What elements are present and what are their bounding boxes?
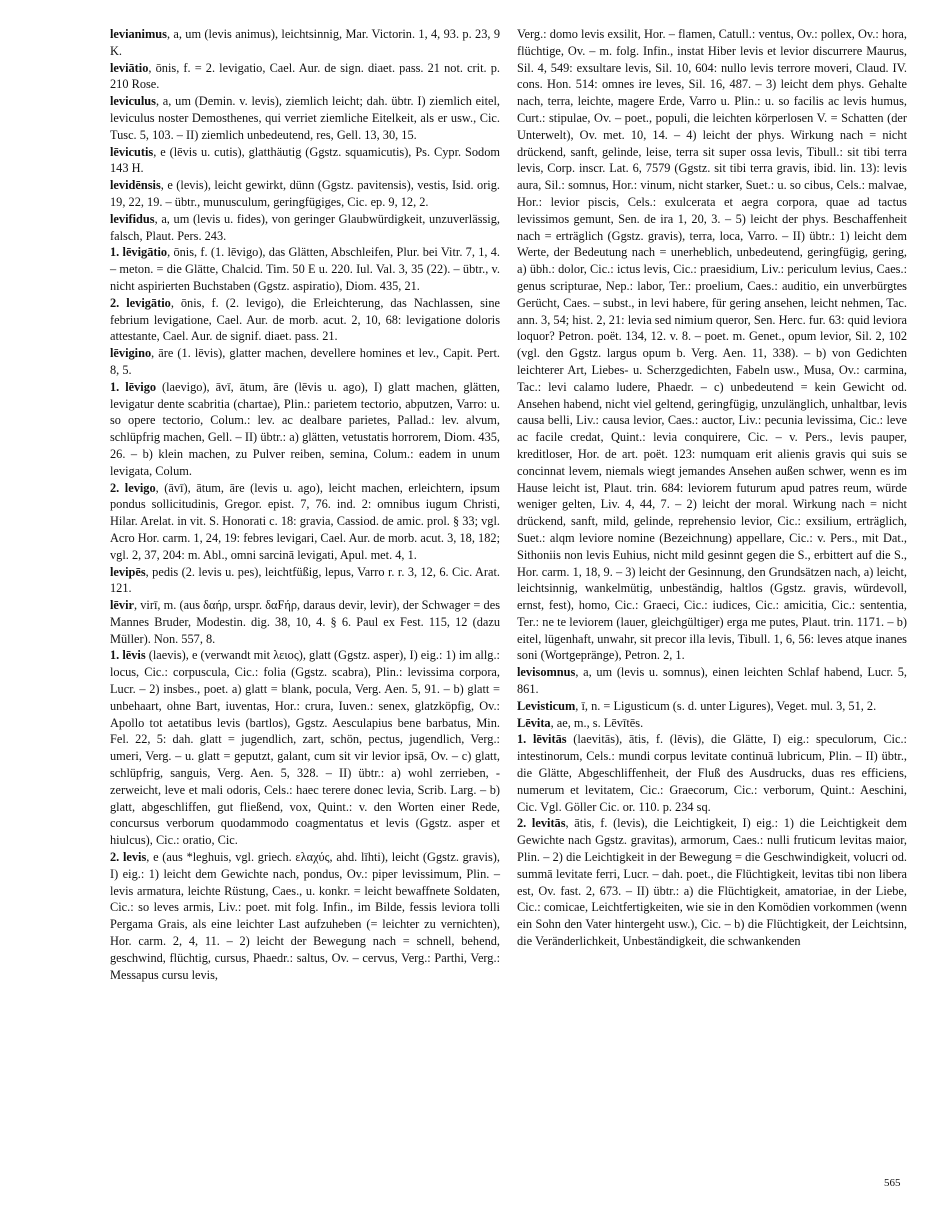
dictionary-entry	[517, 731, 907, 815]
dictionary-entry	[517, 26, 907, 664]
left-column	[110, 26, 500, 983]
dictionary-entry	[110, 144, 500, 178]
dictionary-entry	[110, 60, 500, 94]
entry-text: , e (levis), leicht gewirkt, dünn (Ggstz. pavitensis), vestis, Isid. orig. 19, 22, 19. – übtr., munusculum, geringfügiges, Cic. ep. 9, 12, 2.	[110, 178, 500, 209]
entry-headword: 2. levis	[110, 850, 147, 865]
entry-text: , a, um (levis u. fides), von geringer Glaubwürdigkeit, unzuverlässig, falsch, Plaut. Pers. 243.	[110, 211, 500, 243]
entry-headword: 1. lēvitās	[517, 732, 567, 747]
entry-headword: lēvigino	[110, 346, 152, 361]
dictionary-entry	[110, 211, 500, 245]
entry-headword: leviātio	[110, 60, 149, 75]
entry-headword: 1. lēvigātio	[110, 245, 168, 260]
dictionary-entry	[110, 177, 500, 211]
entry-text: (laevigo), āvī, ātum, āre (lēvis u. ago), I) glatt machen, glätten, levigatur dente scabritia (chartae), Plin.: parietem tectorio, abputzen, Varro: u. so opere tectorio, Colum.: lev. ac dealbare parietes, Pallad.: lev. alvum, schlüpfrig machen, Gell. – II) übtr.: a) glätten, vetustatis horrorem, Diom. 435, 26. – b) klein machen, zu Pulver reiben, semina, Colum.: eadem in unum levigata, Colum.	[110, 379, 501, 478]
entry-headword: lēvicutis	[110, 144, 154, 159]
entry-headword: 1. lēvigo	[110, 379, 157, 394]
entry-text: , ōnis, f. (2. levigo), die Erleichterung, das Nachlassen, sine febrium levigatione, Cael. Aur. de morb. acut. 2, 10, 68: levigatione doloris attestante, Cael. Aur. de signif. diaet. pass. 21.	[110, 295, 500, 344]
entry-text: , a, um (levis animus), leichtsinnig, Mar. Victorin. 1, 4, 93. p. 23, 9 K.	[110, 27, 500, 58]
entry-headword: levianimus	[110, 27, 167, 41]
entry-text: , a, um (levis u. somnus), einen leichten Schlaf habend, Lucr. 5, 861.	[517, 665, 907, 697]
entry-text: , ī, n. = Ligusticum (s. d. unter Ligures), Veget. mul. 3, 51, 2.	[575, 698, 877, 713]
entry-headword: Lēvita	[517, 715, 551, 730]
dictionary-entry	[517, 664, 907, 698]
entry-text: , e (aus *leghuis, vgl. griech. ελαχύς, ahd. līhti), leicht (Ggstz. gravis), I) eig.: 1) leicht dem Gewichte nach, pondus, Ov.: piper levissimum, Plin. – levis armatura, leichte Rüstung, Caes., u. konkr. = leicht bewaffnete Soldaten, Cic.: so leves armis, Liv.: poet. mit folg. Infin., im Bilde, fessis leviora tolli Pergama Grais, als eine leichter Last aufzuheben (= leichter zu vernichten), Hor. carm. 2, 4, 11. – 2) leicht der Bewegung nach = schnell, behend, geschwind, flüchtig, cursus, Phaedr.: saltus, Ov. – cervus, Verg.: Parthi, Verg.: Messapus cursu levis,	[110, 850, 500, 982]
entry-text: , ōnis, f. (1. lēvigo), das Glätten, Abschleifen, Plur. bei Vitr. 7, 1, 4. – meton. = die Glätte, Chalcid. Tim. 50 E u. 220. Iul. Val. 3, 35 (22). – übtr., v. nicht aspirierten Buchstaben (Ggstz. aspiratio), Diom. 435, 21.	[110, 245, 500, 293]
right-column	[517, 26, 907, 950]
dictionary-entry	[110, 26, 500, 60]
entry-headword: 2. levigātio	[110, 295, 171, 310]
entry-headword: 2. levigo	[110, 480, 156, 495]
dictionary-entry	[110, 597, 500, 647]
entry-headword: levidēnsis	[110, 178, 161, 193]
entry-headword: levisomnus	[517, 665, 576, 680]
dictionary-entry	[517, 815, 907, 949]
entry-text: , e (lēvis u. cutis), glatthäutig (Ggstz. squamicutis), Ps. Cypr. Sodom 143 H.	[110, 144, 500, 176]
entry-text: , āre (1. lēvis), glatter machen, devellere homines et lev., Capit. Pert. 8, 5.	[110, 346, 500, 377]
entry-text: , virī, m. (aus δαήρ, urspr. δαFήρ, daraus devir, levir), der Schwager = des Mannes Bruder, Modestin. dig. 38, 10, 4. § 6. Paul ex Fest. 115, 12 (dazu Müller). Non. 557, 8.	[110, 598, 500, 646]
dictionary-entry	[110, 244, 500, 294]
entry-headword: 1. lēvis	[110, 648, 146, 663]
dictionary-entry	[110, 849, 500, 983]
dictionary-entry	[517, 715, 907, 732]
entry-text: , pedis (2. levis u. pes), leichtfüßig, lepus, Varro r. r. 3, 12, 6. Cic. Arat. 121.	[110, 564, 500, 596]
entry-text: , (āvī), ātum, āre (levis u. ago), leicht machen, erleichtern, ipsum pondus sollicitudinis, Gregor. epist. 7, 76. ind. 2: omnibus iugum Christi, Hilar. Arelat. in vit. S. Honorati c. 18: gravia, Cassiod. de amic. prol. § 33; vgl. Acro Hor. carm. 1, 24, 19: febres levigari, Cael. Aur. de morb. acut. 3, 18, 182; vgl. 2, 37, 204: m. Abl., omni sarcinā levigati, Apul. met. 4, 1.	[110, 480, 500, 562]
dictionary-entry	[110, 647, 500, 849]
entry-text: , a, um (Demin. v. levis), ziemlich leicht; dah. übtr. I) ziemlich eitel, leviculus noster Demosthenes, qui verriet ziemliche Eitelkeit, als er usw., Cic. Tusc. 5, 103. – II) ziemlich unbedeutend, res, Gell. 13, 30, 15.	[110, 94, 500, 142]
entry-headword: leviculus	[110, 94, 156, 109]
dictionary-entry	[110, 564, 500, 598]
dictionary-entry	[110, 345, 500, 379]
entry-headword: levipēs	[110, 564, 146, 579]
dictionary-entry	[110, 295, 500, 345]
entry-text: (laevis), e (verwandt mit λειος), glatt (Ggstz. asper), I) eig.: 1) im allg.: locus, Cic.: corpuscula, Cic.: folia (Ggstz. scabra), Plin.: levissima corpora, Lucr. – 2) insbes., poet. a) glatt = blank, pocula, Verg. Aen. 5, 91. – b) glatt = unbehaart, ohne Bart, iuventas, Hor.: crura, Iuven.: senex, glatzköpfig, Ov.: Apollo tot aetatibus levis (bartlos), Ggstz. Aesculapius bene barbatus, Min. Fel. 22, 5: dah. glatt = jugendlich, zart, schön, pectus, jugendlich, Verg.: umeri, Verg. – u. glatt = geputzt, galant, cum sit vir levior ipsā, Ov. – c) glatt, schlüpfrig, sanguis, Verg. Aen. 5, 328. – II) übtr.: a) wohl zerrieben, -zerweicht, leve et mali odoris, Cels.: haec terere donec levia, Scrib. Larg. – b) glatt, abgeschliffen, gut fließend, vox, Quint.: v. den Worten einer Rede, concursus verborum quodammodo coagmentatus et levis (Ggstz. asper et hiulcus), Cic.: oratio, Cic.	[110, 648, 500, 848]
entry-headword: Levisticum	[517, 698, 576, 713]
dictionary-entry	[517, 698, 907, 715]
entry-text: , ātis, f. (levis), die Leichtigkeit, I) eig.: 1) die Leichtigkeit dem Gewichte nach Ggstz. gravitas), armorum, Caes.: nulli fruticum levitas maior, Plin. – 2) die Leichtigkeit in der Bewegung = die Geschwindigkeit, volucri od. summā levitate ferri, Lucr. – dah. poet., die Flüchtigkeit, levitas tibi non libera est, Ov. fast. 2, 673. – II) übtr.: a) die Flüchtigkeit, amatoriae, in der Liebe, Cic.: comicae, Leichtfertigkeiten, wie sie in den Komödien vorkommen (wenn ein Sohn den Vater hintergeht usw.), Cic. – b) die Flüchtigkeit, der Leichtsinn, die Veränderlichkeit, Unbeständigkeit, die schwankenden	[517, 816, 907, 949]
entry-text: Verg.: domo levis exsilit, Hor. – flamen, Catull.: ventus, Ov.: pollex, Ov.: hora, flüchtige, Ov. – m. folg. Infin., instat Hiber levis et levior discurrere Maurus, Sil. 4, 549: exsultare levis, Sil. 10, 604: nullo levis terrore moveri, Claud. IV. cons. Hon. 514: omnes ire leves, Sil. 16, 487. – 3) leicht dem phys. Gehalte nach, terra, leichte, magere Erde, Varro u. Plin.: u. so facilis ac levis humus, Curt.: stipulae, Ov. – poet., populi, die leichten körperlosen V. = Schatten (der Unterwelt), Ov. met. 10, 14. – 4) leicht der phys. Wirkung nach = nicht drückend, sanft, gelinde, leise, terra sit super ossa levis, Tibull.: sit tibi terra levis, Corp. inscr. Lat. 6, 7579 (Ggstz. sit tibi terra gravis, ibid. lin. 13): levis aura, Sil.: somnus, Hor.: vinum, nicht starker, Suet.: u. so cibus, Cels.: malvae, Hor.: levior piscis, Cels.: exulcerata et aegra corpora, quae ad tactus levissimos gemunt, Sen. de ira 1, 20, 3. – 5) leicht der phys. Beschaffenheit nach = erträglich (Ggstz. gravis), terra, loca, Varro. – II) übtr.: 1) leicht dem Werte, der Bedeutung nach = unerheblich, unbedeutend, geringfügig, gering, a) übh.: dolor, Cic.: ictus levis, Cic.: praesidium, Liv.: periculum levius, Caes.: genus scripturae, Nep.: labor, Ter.: proelium, Caes.: auditio, ein unverbürgtes Gerücht, Caes. – subst., in levi habere, für gering ansehen, leicht nehmen, Tac. ann. 3, 54; hist. 2, 21: levia sed nimium queror, Sen. Herc. fur. 63: quid leviora loquor? Petron. poët. 134, 12. v. 8. – poet. m. Genet., opum levior, Sil. 2, 102 (vgl. den Ggstz. largus opum b. Verg. Aen. 11, 338). – b) von Gedichten leichterer Art, Liebes- u. Scherzgedichten, Fabeln usw., Musa, Ov.: carmina, Tac.: levi calamo ludere, Phaedr. – c) unbedeutend = kein Gewicht od. Ansehen habend, nicht viel geltend, geringfügig, unzulänglich, unhaltbar, levis causa belli, Liv.: causa levior, Caes.: auctor, Liv.: pecunia levissima, Cic.: leve ac facile credat, Quint.: levia conquirere, Cic. – v. Pers., levis pauper, kreditloser, Hor. de art. poët. 123: numquam erit alienis gravis qui suis se concinnat levem, niemals wiegt jemandes Ansehen außen schwer, wenn es im Hause leicht ist, Plaut. trin. 684: leviorem futurum apud patres reum, würde weniger gelten, Liv. 4, 44, 7. – 2) leicht der moral. Wirkung nach = nicht drückend, sanft, mild, gelinde, reprehensio levior, Cic.: exsilium, erträglich, Suet.: alqm leviore nomine (Bezeichnung) appellare, Cic.: v. Pers., mit Dat., Sithoniis non levis Euhius, nicht mild gesinnt gegen die S., erbittert auf die S., Hor. carm. 1, 18, 9. – 3) leicht der Gesinnung, den Grundsätzen nach, a) leicht, leichtsinnig, wankelmütig, unbeständig, haltlos (Ggstz. gravis, würdevoll, ernst, fest), homo, Cic.: Graeci, Cic.: iudices, Cic.: amicitia, Cic.: sententia, Ter.: ne te leviorem (lauer, gleichgültiger) erga me putes, Plaut. trin. 1171. – b) eitel, lügenhaft, unwahr, sit precor illa levis, Tibull. 1, 6, 56: leves atque inanes soni (Wortgepränge), Petron. 2, 1.	[517, 27, 907, 663]
entry-text: (laevitās), ātis, f. (lēvis), die Glätte, I) eig.: speculorum, Cic.: intestinorum, Cels.: mundi corpus levitate continuā lubricum, Plin. – II) übtr., die Glätte, Abgeschliffenheit, der Fluß des Ausdrucks, duas res efficiens, numerum et levitatem, Cic.: Graecorum, Cic.: verborum, Quint.: Aeschini, Cic. Vgl. Göller Cic. or. 110. p. 234 sq.	[517, 732, 907, 814]
entry-text: , ōnis, f. = 2. levigatio, Cael. Aur. de sign. diaet. pass. 21 not. crit. p. 210 Rose.	[110, 60, 500, 92]
dictionary-entry	[110, 93, 500, 143]
entry-headword: 2. levitās	[517, 816, 566, 831]
entry-text: , ae, m., s. Lēvītēs.	[550, 715, 644, 730]
dictionary-entry	[110, 379, 500, 480]
entry-headword: lēvir	[110, 598, 134, 613]
entry-headword: levifidus	[110, 211, 155, 226]
dictionary-entry	[110, 480, 500, 564]
page-number: 565	[884, 1177, 901, 1189]
